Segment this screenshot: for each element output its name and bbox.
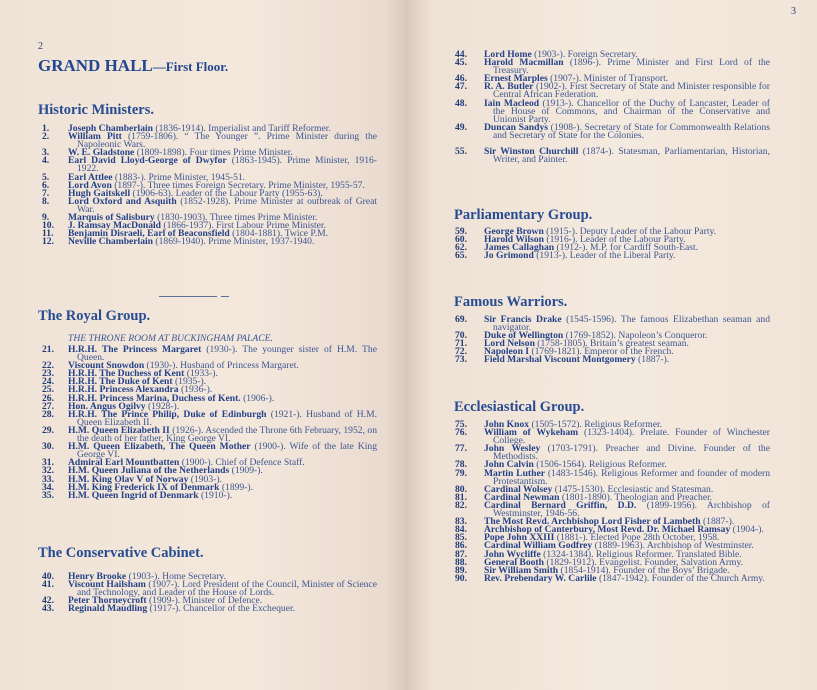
item-text: [484, 252, 770, 260]
item-description: (1505-1572). Religious Reformer.: [529, 419, 663, 430]
item-number: 70.: [455, 330, 467, 342]
item-name: Cardinal Newman: [484, 491, 560, 503]
item-name: Harold Macmillan: [484, 57, 564, 69]
item-number: 82.: [455, 499, 467, 511]
item-text: [484, 97, 770, 125]
item-number: 72.: [455, 346, 467, 358]
item-description: (1907-). Lord President of the Council, Minister of Science and Technology, and Leader of the House of Lords.: [77, 579, 377, 599]
item-number: 35.: [42, 489, 54, 501]
item-description: (1801-1890). Theologian and Preacher.: [559, 491, 713, 503]
item-description: (1899-).: [219, 481, 254, 493]
item-text: [68, 238, 377, 246]
item-number: 87.: [455, 548, 467, 560]
title-sub: —First Floor.: [152, 59, 229, 74]
item-name: Iain Macleod: [484, 97, 540, 109]
item-number: 31.: [42, 457, 54, 469]
item-description: (1769-1852). Napoleon’s Conqueror.: [563, 330, 708, 342]
item-description: (1887-).: [635, 354, 670, 366]
item-name: Henry Brooke: [68, 571, 127, 582]
item-name: William Pitt: [68, 131, 122, 143]
item-name: H.R.H. Princess Marina, Duchess of Kent.: [68, 392, 241, 404]
item-number: 25.: [42, 384, 54, 396]
list-parliamentary: [455, 228, 770, 260]
item-number: 46.: [455, 73, 467, 85]
list-item: [455, 252, 770, 260]
item-description: (1907-). Minister of Transport.: [547, 73, 669, 85]
item-description: (1915-). Deputy Leader of the Labour Party.: [543, 226, 717, 237]
item-number: 69.: [455, 314, 467, 325]
item-name: General Booth: [484, 556, 544, 568]
item-name: H.R.H. The Duchess of Kent: [68, 368, 185, 380]
item-number: 86.: [455, 540, 467, 552]
item-description: (1869-1940). Prime Minister, 1937-1940.: [153, 236, 315, 248]
item-number: 10.: [42, 220, 54, 232]
item-description: (1866-1937). First Labour Prime Minister.: [161, 220, 326, 232]
item-number: 24.: [42, 376, 54, 388]
item-description: (1912-). M.P. for Cardiff South-East.: [554, 242, 699, 254]
item-number: 30.: [42, 441, 54, 453]
item-number: 40.: [42, 571, 54, 582]
item-number: 43.: [42, 603, 54, 615]
item-text: [68, 489, 377, 501]
item-description: (1926-). Ascended the Throne 6th February, 1952, on the death of her father, King George VI.: [77, 424, 377, 445]
list-cabinet-continued: [455, 51, 770, 164]
item-description: (1809-1898). Four times Prime Minister.: [134, 147, 293, 159]
item-text: [484, 121, 770, 141]
item-number: 4.: [42, 155, 50, 167]
item-name: Benjamin Disraeli, Earl of Beaconsfield: [68, 228, 230, 240]
list-item: [42, 238, 377, 246]
item-description: (1758-1805). Britain’s greatest seaman.: [534, 338, 689, 350]
list-ecclesiastical: [455, 421, 770, 583]
item-description: (1900-). Chief of Defence Staff.: [179, 457, 305, 469]
item-number: 28.: [42, 408, 54, 420]
section-heading-royal: The Royal Group.: [38, 308, 151, 324]
item-name: H.M. Queen Elizabeth II: [68, 424, 170, 436]
item-description: (1769-1821). Emperor of the French.: [529, 346, 674, 358]
item-description: (1545-1596). The famous Elizabethan seaman and navigator.: [493, 314, 770, 334]
item-name: H.M. King Olav V of Norway: [68, 473, 189, 485]
item-number: 60.: [455, 234, 467, 246]
item-description: (1483-1546). Religious Reformer and founder of modern Protestantism.: [493, 467, 770, 487]
item-description: (1854-1914). Founder of the Boys’ Brigade.: [558, 564, 730, 576]
item-name: John Wycliffe: [484, 548, 541, 560]
item-name: Pope John XXIII: [484, 532, 555, 544]
item-description: (1830-1903). Three times Prime Minister.: [154, 212, 318, 224]
item-description: (1906-).: [240, 392, 275, 404]
item-number: 84.: [455, 524, 467, 536]
section-heading-warriors: Famous Warriors.: [454, 294, 568, 310]
item-number: 77.: [455, 443, 467, 455]
item-number: 33.: [42, 473, 54, 485]
item-name: Napoleon I: [484, 346, 530, 358]
item-description: (1323-1404). Prelate. Founder of Winchester College.: [493, 427, 770, 447]
item-name: Lord Nelson: [484, 338, 535, 350]
item-name: Cardinal Wolsey: [484, 483, 553, 495]
item-name: Jo Grimond: [484, 250, 534, 262]
list-item: [455, 121, 770, 141]
item-number: 89.: [455, 564, 467, 576]
item-name: John Calvin: [484, 459, 534, 471]
item-name: Hugh Gaitskell: [68, 187, 131, 199]
divider: [221, 296, 229, 297]
item-description: (1883-). Prime Minister, 1945-51.: [112, 171, 246, 183]
item-text: [68, 605, 377, 613]
item-description: (1900-). Wife of the late King George VI.: [77, 441, 377, 461]
page-number: 3: [791, 6, 796, 17]
item-description: (1936-).: [178, 384, 213, 396]
item-name: H.R.H. The Princess Margaret: [68, 344, 202, 355]
section-heading-parliamentary: Parliamentary Group.: [454, 207, 593, 223]
item-name: Cardinal William Godfrey: [484, 540, 593, 552]
item-description: (1909-). Minister of Defence.: [146, 595, 263, 607]
item-name: W. E. Gladstone: [68, 147, 135, 159]
item-number: 75.: [455, 419, 467, 430]
item-description: (1903-). Foreign Secretary.: [531, 49, 638, 60]
divider: [159, 296, 217, 297]
item-number: 11.: [42, 228, 54, 240]
item-name: Earl Attlee: [68, 171, 113, 183]
list-item: [455, 148, 770, 164]
item-name: H.M. King Frederick IX of Denmark: [68, 481, 220, 493]
item-description: (1899-1956). Archbishop of Westminster, 1946-56.: [493, 499, 771, 520]
item-description: (1913-). Leader of the Liberal Party.: [533, 250, 676, 262]
item-description: (1935-).: [172, 376, 207, 388]
item-description: (1889-1963). Archbishop of Westminster.: [592, 540, 754, 552]
item-number: 3.: [42, 147, 50, 159]
item-name: James Callaghan: [484, 242, 555, 254]
item-number: 65.: [455, 250, 467, 262]
item-number: 62.: [455, 242, 467, 254]
item-number: 88.: [455, 556, 467, 568]
item-number: 5.: [42, 171, 50, 183]
item-description: (1506-1564). Religious Reformer.: [533, 459, 667, 471]
item-number: 44.: [455, 49, 467, 60]
item-description: (1896-). Prime Minister and First Lord of the Treasury.: [493, 57, 770, 77]
item-name: Hon. Angus Ogilvy: [68, 400, 146, 412]
item-name: Sir Winston Churchill: [484, 146, 579, 158]
item-number: 2.: [42, 131, 50, 143]
item-description: (1852-1928). Prime Minister at outbreak of Great War.: [77, 195, 378, 215]
item-name: Cardinal Bernard Griffin, D.D.: [484, 499, 637, 511]
item-name: Lord Avon: [68, 179, 112, 191]
item-number: 49.: [455, 121, 467, 133]
item-name: The Most Revd. Archbishop Lord Fisher of Lambeth: [484, 516, 701, 528]
item-name: John Wesley: [484, 443, 541, 455]
item-text: [484, 356, 770, 364]
item-name: Sir Francis Drake: [484, 314, 562, 325]
item-name: Archbishop of Canterbury, Most Revd. Dr. Michael Ramsay: [484, 524, 731, 536]
item-number: 7.: [42, 187, 50, 199]
item-description: (1703-1791). Preacher and Divine. Founder of the Methodists.: [493, 443, 770, 463]
section-subtitle-royal: THE THRONE ROOM AT BUCKINGHAM PALACE.: [68, 333, 273, 344]
item-description: (1903-).: [188, 473, 222, 485]
item-number: 90.: [455, 572, 467, 584]
title-main: GRAND HALL: [38, 56, 153, 75]
item-number: 48.: [455, 97, 467, 109]
item-description: (1917-). Chancellor of the Exchequer.: [147, 603, 296, 615]
item-description: (1930-). Husband of Princess Margaret.: [144, 360, 299, 372]
item-description: (1921-). Husband of H.M. Queen Elizabeth II.: [77, 408, 377, 428]
item-number: 81.: [455, 491, 467, 503]
item-number: 21.: [42, 344, 54, 355]
item-description: (1804-1881). Twice P.M.: [229, 228, 329, 240]
section-heading-ecclesiastical: Ecclesiastical Group.: [454, 399, 585, 415]
list-conservative: [42, 573, 377, 613]
item-description: (1930-). The younger sister of H.M. The Queen.: [77, 344, 377, 364]
list-item: [455, 572, 770, 584]
item-description: (1910-).: [198, 489, 233, 501]
item-number: 12.: [42, 236, 54, 248]
item-number: 79.: [455, 467, 467, 479]
item-name: Joseph Chamberlain: [68, 123, 154, 134]
item-number: 45.: [455, 57, 467, 69]
item-number: 27.: [42, 400, 54, 412]
item-description: (1906-63). Leader of the Labour Party (1955-63).: [130, 187, 323, 199]
page-number: 2: [38, 41, 43, 52]
item-number: 23.: [42, 368, 54, 380]
item-description: (1903-). Home Secretary.: [126, 571, 226, 582]
list-item: [455, 356, 770, 364]
item-name: R. A. Butler: [484, 81, 534, 93]
item-text: [484, 148, 770, 164]
item-description: (1863-1945). Prime Minister, 1916-1922.: [77, 155, 377, 175]
item-name: Lord Home: [484, 49, 532, 60]
item-name: H.R.H. Princess Alexandra: [68, 384, 179, 396]
item-number: 73.: [455, 354, 467, 366]
item-description: (1874-). Statesman, Parliamentarian, Historian, Writer, and Painter.: [493, 146, 770, 166]
item-number: 80.: [455, 483, 467, 495]
item-description: (1904-).: [730, 524, 764, 536]
list-historic: [42, 125, 377, 246]
item-name: Viscount Snowdon: [68, 360, 145, 372]
item-name: William of Wykeham: [484, 427, 579, 439]
item-name: H.R.H. The Duke of Kent: [68, 376, 173, 388]
item-name: Reginald Maudling: [68, 603, 148, 615]
item-name: Neville Chamberlain: [68, 236, 154, 248]
item-number: 32.: [42, 465, 54, 477]
item-number: 55.: [455, 146, 467, 158]
item-name: Field Marshal Viscount Montgomery: [484, 354, 636, 366]
item-description: (1916-). Leader of the Labour Party.: [543, 234, 686, 246]
item-number: 59.: [455, 226, 467, 237]
item-description: (1909-).: [229, 465, 263, 477]
item-description: (1928-).: [145, 400, 180, 412]
item-number: 26.: [42, 392, 54, 404]
item-description: (1908-). Secretary of State for Commonwealth Relations and Secretary of State for the Colonies.: [493, 121, 770, 141]
item-name: Lord Oxford and Asquith: [68, 195, 177, 207]
item-name: H.R.H. The Prince Philip, Duke of Edinburgh: [68, 408, 267, 420]
item-number: 83.: [455, 516, 467, 528]
item-number: 78.: [455, 459, 467, 471]
item-description: (1324-1384). Religious Reformer. Translated Bible.: [540, 548, 742, 560]
item-number: 1.: [42, 123, 50, 134]
item-number: 47.: [455, 81, 467, 93]
right-page: [408, 0, 817, 690]
item-name: Viscount Hailsham: [68, 579, 146, 591]
section-heading-historic: Historic Ministers.: [38, 102, 154, 118]
item-number: 42.: [42, 595, 54, 607]
item-name: Ernest Marples: [484, 73, 548, 85]
item-number: 34.: [42, 481, 54, 493]
item-name: Marquis of Salisbury: [68, 212, 155, 224]
item-name: H.M. Queen Elizabeth, The Queen Mother: [68, 441, 251, 453]
item-description: (1829-1912). Evangelist. Founder, Salvation Army.: [543, 556, 744, 568]
section-heading-conservative: The Conservative Cabinet.: [38, 545, 204, 561]
item-description: (1759-1806). “ The Younger ”. Prime Minister during the Napoleonic Wars.: [77, 131, 378, 151]
item-description: (1897-). Three times Foreign Secretary. Prime Minister, 1955-57.: [111, 179, 365, 191]
list-royal: [42, 346, 377, 500]
item-name: H.M. Queen Ingrid of Denmark: [68, 489, 199, 501]
list-item: [455, 97, 770, 125]
item-name: H.M. Queen Juliana of the Netherlands: [68, 465, 230, 477]
page-title: [38, 56, 228, 76]
item-number: 41.: [42, 579, 54, 591]
item-name: Sir William Smith: [484, 564, 559, 576]
item-name: George Brown: [484, 226, 544, 237]
item-name: Duncan Sandys: [484, 121, 548, 133]
item-name: Harold Wilson: [484, 234, 544, 246]
item-description: (1475-1530). Ecclesiastic and Statesman.: [552, 483, 714, 495]
item-description: (1847-1942). Founder of the Church Army.: [596, 572, 765, 584]
item-description: (1881-). Elected Pope 28th October, 1958.: [554, 532, 720, 544]
list-item: [42, 605, 377, 613]
item-name: Peter Thorneycroft: [68, 595, 147, 607]
item-number: 6.: [42, 179, 50, 191]
item-description: (1902-). First Secretary of State and Minister responsible for Central African Federation.: [493, 81, 770, 101]
item-name: John Knox: [484, 419, 530, 430]
item-description: (1887-).: [700, 516, 735, 528]
item-number: 8.: [42, 195, 50, 207]
item-name: Martin Luther: [484, 467, 545, 479]
item-description: (1933-).: [184, 368, 218, 380]
item-number: 22.: [42, 360, 54, 372]
item-description: (1836-1914). Imperialist and Tariff Reformer.: [153, 123, 331, 134]
item-description: (1913-). Chancellor of the Duchy of Lancaster, Leader of the House of Commons, and Chairman of the Conservative and Unionist Party.: [493, 97, 770, 125]
list-item: [42, 489, 377, 501]
item-name: Earl David Lloyd-George of Dwyfor: [68, 155, 227, 167]
item-text: [484, 572, 770, 584]
item-name: Admiral Earl Mountbatten: [68, 457, 180, 469]
item-name: Duke of Wellington: [484, 330, 564, 342]
item-number: 9.: [42, 212, 50, 224]
item-number: 29.: [42, 424, 54, 436]
item-name: Rev. Prebendary W. Carlile: [484, 572, 597, 584]
item-number: 85.: [455, 532, 467, 544]
item-number: 76.: [455, 427, 467, 439]
item-name: J. Ramsay MacDonald: [68, 220, 162, 232]
item-number: 71.: [455, 338, 467, 350]
left-page: [0, 0, 408, 690]
list-warriors: [455, 316, 770, 365]
